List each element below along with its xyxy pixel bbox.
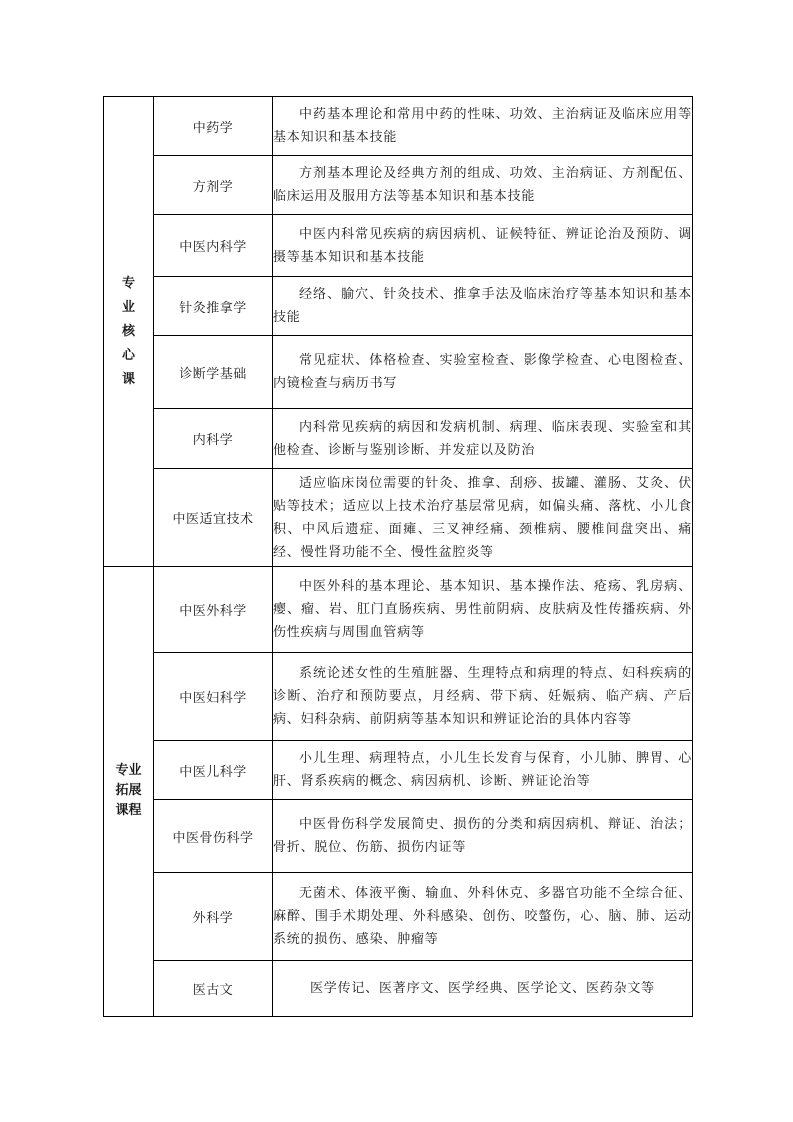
table-row: [104, 156, 693, 215]
course-description: 小儿生理、病理特点，小儿生长发育与保育，小儿肺、脾胃、心肝、肾系疾病的概念、病因病机、诊断、辨证论治等: [273, 741, 693, 800]
curriculum-table: [103, 96, 693, 1017]
course-name: 中药学: [154, 97, 273, 156]
course-description: 适应临床岗位需要的针灸、推拿、刮痧、拔罐、灌肠、艾灸、伏贴等技术；适应以上技术治疗基层常见病，如偏头痛、落枕、小儿食积、中风后遗症、面瘫、三叉神经痛、颈椎病、腰椎间盘突出、痛经、慢性肾功能不全、慢性盆腔炎等: [273, 469, 693, 567]
course-description: 常见症状、体格检查、实验室检查、影像学检查、心电图检查、内镜检查与病历书写: [273, 336, 693, 409]
course-description: 中医外科的基本理论、基本知识、基本操作法、疮疡、乳房病、瘿、瘤、岩、肛门直肠疾病、男性前阴病、皮肤病及性传播疾病、外伤性疾病与周围血管病等: [273, 567, 693, 653]
table-row: [104, 97, 693, 156]
course-description: 中医内科常见疾病的病因病机、证候特征、辨证论治及预防、调摄等基本知识和基本技能: [273, 215, 693, 277]
course-name: 中医骨伤科学: [154, 800, 273, 873]
group-label-extension: 专业拓展课程: [104, 567, 154, 1017]
course-description: 经络、腧穴、针灸技术、推拿手法及临床治疗等基本知识和基本技能: [273, 277, 693, 336]
course-description: 中药基本理论和常用中药的性味、功效、主治病证及临床应用等基本知识和基本技能: [273, 97, 693, 156]
course-description: 系统论述女性的生殖脏器、生理特点和病理的特点、妇科疾病的诊断、治疗和预防要点，月经病、带下病、妊娠病、临产病、产后病、妇科杂病、前阴病等基本知识和辨证论治的具体内容等: [273, 653, 693, 741]
table-row: [104, 800, 693, 873]
table-row: [104, 653, 693, 741]
course-description: 无菌术、体液平衡、输血、外科休克、多器官功能不全综合征、麻醉、围手术期处理、外科感染、创伤、咬螫伤，心、脑、肺、运动系统的损伤、感染、肿瘤等: [273, 873, 693, 961]
table-row: [104, 336, 693, 409]
table-row: [104, 741, 693, 800]
course-name: 中医适宜技术: [154, 469, 273, 567]
table-row: [104, 961, 693, 1017]
course-name: 诊断学基础: [154, 336, 273, 409]
table-row: [104, 215, 693, 277]
course-name: 中医外科学: [154, 567, 273, 653]
course-name: 中医妇科学: [154, 653, 273, 741]
group-label-core: 专业核心课: [104, 97, 154, 567]
course-description: 方剂基本理论及经典方剂的组成、功效、主治病证、方剂配伍、临床运用及服用方法等基本知识和基本技能: [273, 156, 693, 215]
course-name: 针灸推拿学: [154, 277, 273, 336]
course-description: 内科常见疾病的病因和发病机制、病理、临床表现、实验室和其他检查、诊断与鉴别诊断、并发症以及防治: [273, 409, 693, 469]
course-name: 内科学: [154, 409, 273, 469]
course-description: 医学传记、医著序文、医学经典、医学论文、医药杂文等: [273, 961, 693, 1017]
table-row: [104, 277, 693, 336]
course-name: 中医儿科学: [154, 741, 273, 800]
course-name: 中医内科学: [154, 215, 273, 277]
course-name: 方剂学: [154, 156, 273, 215]
course-name: 外科学: [154, 873, 273, 961]
table-row: [104, 567, 693, 653]
table-row: [104, 409, 693, 469]
table-row: [104, 469, 693, 567]
course-name: 医古文: [154, 961, 273, 1017]
course-description: 中医骨伤科学发展简史、损伤的分类和病因病机、辩证、治法；骨折、脱位、伤筋、损伤内证等: [273, 800, 693, 873]
table-row: [104, 873, 693, 961]
